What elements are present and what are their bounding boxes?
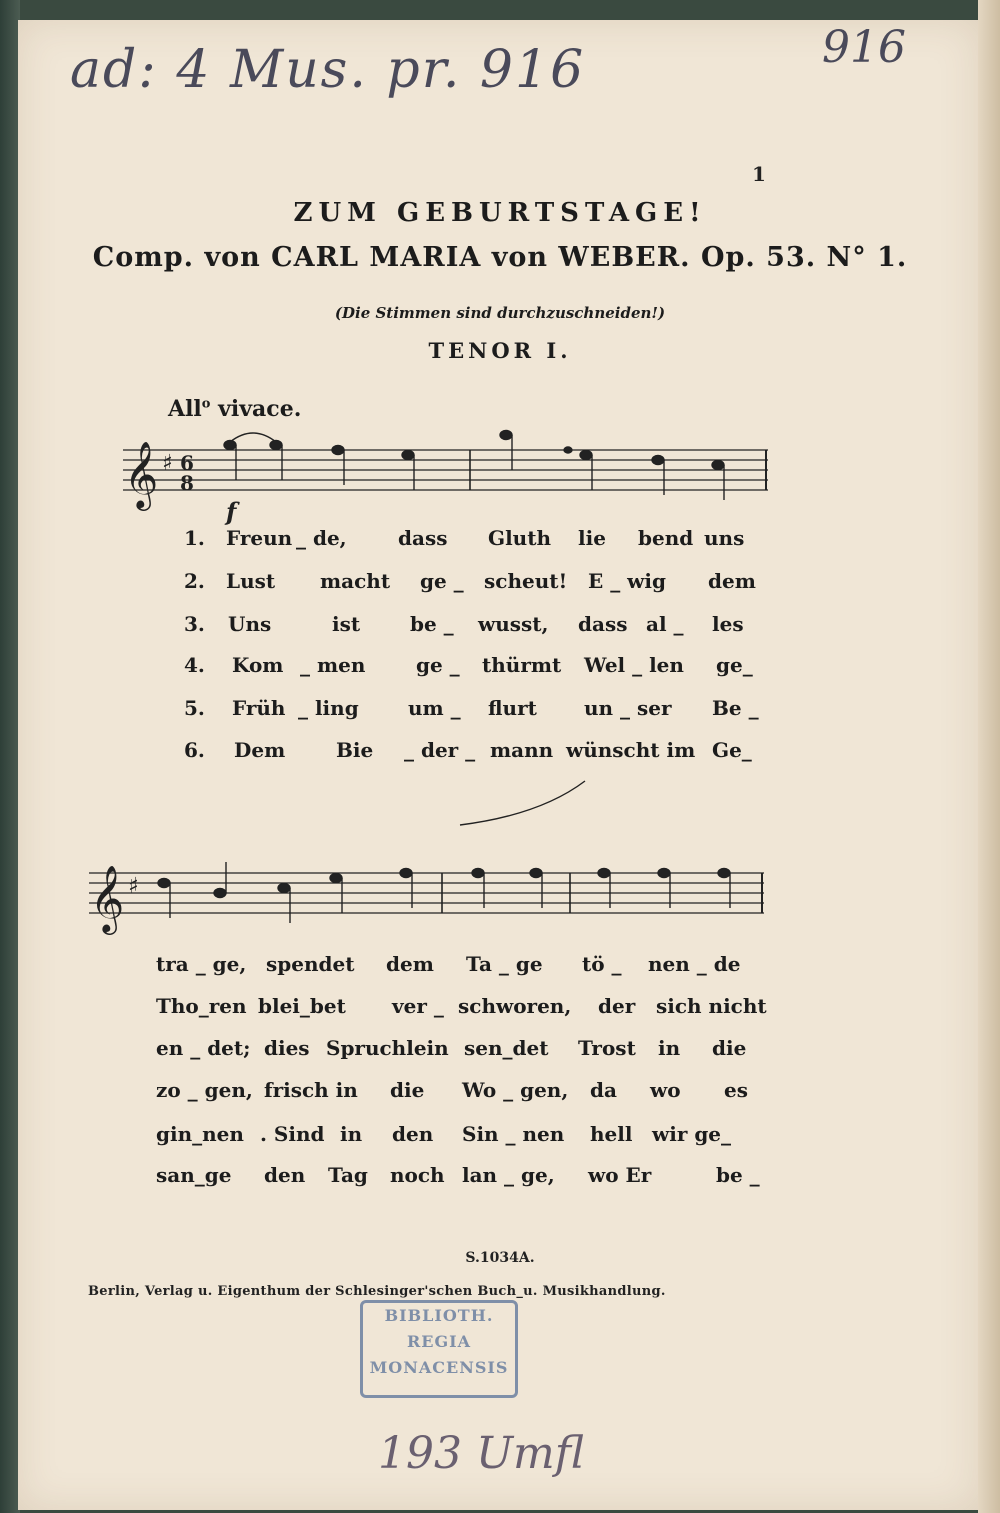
lyric-verse-6: 6. Dem Bie _ der _ mann wünscht im Ge_ <box>184 738 752 762</box>
handwritten-number: 916 <box>822 22 906 73</box>
sharp-icon: ♯ <box>128 874 139 899</box>
instruction-text: (Die Stimmen sind durchzuschneiden!) <box>334 304 666 322</box>
lyric-verse-3: 3. Uns ist be _ wusst, dass al _ les <box>184 612 744 636</box>
lyric-verse-5: 5. Früh _ ling um _ flurt un _ ser Be _ <box>184 696 759 720</box>
treble-clef-icon: 𝄞 <box>90 864 125 932</box>
lyric-verse-1: 1. Freun _ de, dass Gluth lie bend uns <box>184 526 745 550</box>
staff-system-2 <box>84 848 774 948</box>
treble-clef-icon: 𝄞 <box>124 440 159 508</box>
time-signature-bottom: 8 <box>180 471 194 495</box>
library-stamp: BIBLIOTH. REGIA MONACENSIS <box>360 1300 518 1398</box>
publisher-line: Berlin, Verlag u. Eigenthum der Schlesinger'schen Buch_u. Musikhandlung. <box>88 1284 666 1299</box>
handwritten-note-bottom: 193 Umfl <box>378 1428 585 1479</box>
slur-mark <box>340 775 600 835</box>
lyric-verse-3-cont: en _ det; dies Spruchlein sen_det Trost in die <box>156 1036 747 1060</box>
piece-title: ZUM GEBURTSTAGE! <box>293 198 707 228</box>
lyric-verse-4-cont: zo _ gen, frisch in die Wo _ gen, da wo es <box>156 1078 748 1102</box>
dynamic-marking: f <box>226 497 237 526</box>
voice-label: TENOR I. <box>428 338 572 363</box>
plate-number: S.1034A. <box>465 1250 535 1266</box>
lyric-verse-2-cont: Tho_ren blei_bet ver _ schworen, der sich nicht <box>156 994 767 1018</box>
sharp-icon: ♯ <box>162 451 173 476</box>
lyric-verse-6-cont: san_ge den Tag noch lan _ ge, wo Er be _ <box>156 1163 760 1187</box>
page-number: 1 <box>752 162 766 186</box>
lyric-verse-2: 2. Lust macht scheut! ge _ E _ wig dem <box>184 569 756 593</box>
handwritten-shelfmark: ad: 4 Mus. pr. 916 <box>70 40 586 100</box>
tempo-marking: All$^o$ vivace. <box>168 396 302 422</box>
composer-line: Comp. von CARL MARIA von WEBER. Op. 53. N° 1. <box>92 242 908 273</box>
lyric-verse-4: 4. Kom _ men ge _ thürmt Wel _ len ge_ <box>184 653 753 677</box>
lyric-verse-5-cont: gin_nen . Sind in den Sin _ nen hell wir ge_ <box>156 1122 732 1146</box>
time-signature-top: 6 <box>180 451 194 475</box>
staff-system-1 <box>118 420 778 530</box>
lyric-verse-1-cont: tra _ ge, spendet dem Ta _ ge tö _ nen _ de <box>156 952 741 976</box>
